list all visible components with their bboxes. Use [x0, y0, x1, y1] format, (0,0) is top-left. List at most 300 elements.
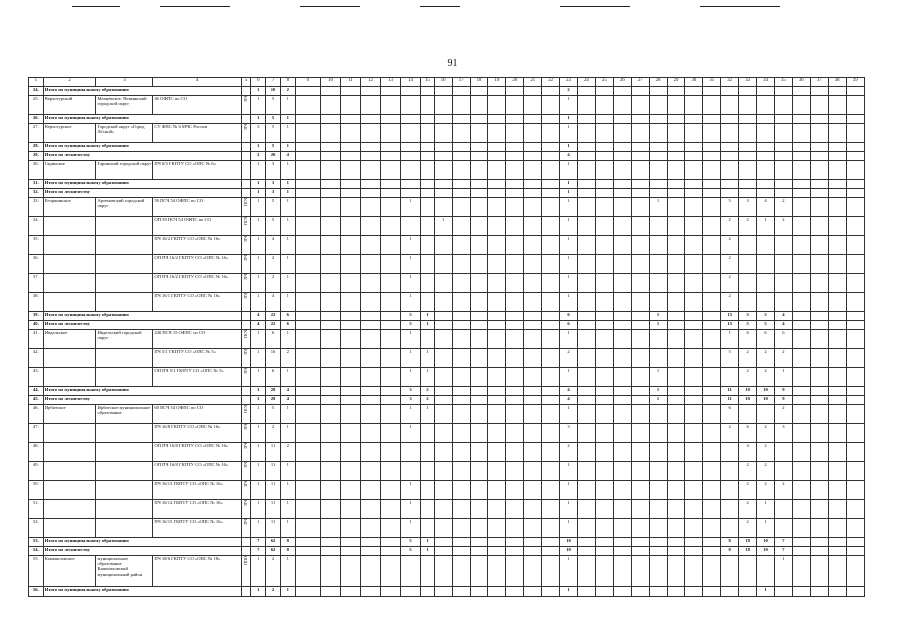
empty-cell	[320, 481, 340, 500]
cell: 3	[266, 180, 281, 189]
cell: 1	[421, 368, 435, 387]
empty-cell	[757, 152, 775, 161]
empty-cell	[452, 217, 470, 236]
cell: 11	[266, 519, 281, 538]
empty-cell	[524, 87, 542, 96]
empty-cell	[421, 587, 435, 597]
cell: 2	[739, 519, 757, 538]
cell	[241, 274, 250, 293]
empty-cell	[470, 124, 488, 143]
empty-cell	[506, 143, 524, 152]
empty-cell	[792, 124, 810, 143]
empty-cell	[360, 396, 380, 405]
empty-cell	[542, 424, 560, 443]
cell: 1	[251, 274, 266, 293]
empty-cell	[506, 180, 524, 189]
empty-cell	[792, 198, 810, 217]
cell	[43, 500, 96, 519]
cell: 3	[251, 396, 266, 405]
row-number: 56.	[29, 587, 44, 597]
empty-cell	[613, 519, 631, 538]
empty-cell	[381, 519, 401, 538]
cell: 1	[251, 330, 266, 349]
table-row	[29, 443, 865, 462]
empty-cell	[320, 189, 340, 198]
empty-cell	[631, 519, 649, 538]
cell: 1	[560, 115, 578, 124]
row-number: 41.	[29, 330, 44, 349]
empty-cell	[792, 274, 810, 293]
table-row	[29, 161, 865, 180]
cell: 1	[560, 274, 578, 293]
unit-type-label: ПСЧ	[242, 217, 248, 226]
empty-cell	[631, 387, 649, 396]
empty-cell	[320, 462, 340, 481]
empty-cell	[577, 274, 595, 293]
empty-cell	[631, 312, 649, 321]
empty-cell	[774, 236, 792, 255]
empty-cell	[685, 462, 703, 481]
summary-label: Итого по лесничеству	[43, 396, 241, 405]
empty-cell	[524, 143, 542, 152]
cell: 1	[401, 424, 421, 443]
empty-cell	[703, 180, 721, 189]
cell: 5	[401, 321, 421, 330]
empty-cell	[739, 143, 757, 152]
empty-cell	[452, 255, 470, 274]
empty-cell	[828, 405, 846, 424]
empty-cell	[613, 115, 631, 124]
empty-cell	[810, 368, 828, 387]
empty-cell	[421, 189, 435, 198]
empty-cell	[703, 189, 721, 198]
empty-cell	[613, 124, 631, 143]
empty-cell	[577, 547, 595, 556]
empty-cell	[577, 124, 595, 143]
empty-cell	[452, 87, 470, 96]
empty-cell	[340, 368, 360, 387]
cell: 1	[560, 405, 578, 424]
empty-cell	[470, 152, 488, 161]
empty-cell	[488, 321, 506, 330]
cell: 59 ПСЧ 54 ОФПС по СО	[153, 198, 242, 217]
empty-cell	[434, 405, 452, 424]
empty-cell	[381, 547, 401, 556]
cell: 2	[774, 198, 792, 217]
empty-cell	[595, 236, 613, 255]
empty-cell	[320, 87, 340, 96]
empty-cell	[524, 587, 542, 597]
empty-cell	[401, 180, 421, 189]
cell: 1	[401, 519, 421, 538]
cell	[43, 519, 96, 538]
table-row	[29, 321, 865, 330]
empty-cell	[295, 556, 320, 587]
empty-cell	[506, 538, 524, 547]
empty-cell	[452, 500, 470, 519]
empty-cell	[434, 274, 452, 293]
cell: 1	[757, 217, 775, 236]
empty-cell	[381, 255, 401, 274]
empty-cell	[774, 124, 792, 143]
cell: 8	[721, 547, 739, 556]
empty-cell	[649, 481, 667, 500]
empty-cell	[320, 547, 340, 556]
empty-cell	[667, 143, 685, 152]
empty-cell	[613, 87, 631, 96]
cell	[43, 274, 96, 293]
empty-cell	[774, 274, 792, 293]
cell: 1	[280, 587, 295, 597]
empty-cell	[631, 180, 649, 189]
empty-cell	[340, 500, 360, 519]
empty-cell	[595, 396, 613, 405]
empty-cell	[703, 236, 721, 255]
empty-cell	[667, 587, 685, 597]
empty-cell	[452, 96, 470, 115]
page-number: 91	[447, 58, 458, 69]
empty-cell	[360, 198, 380, 217]
empty-cell	[401, 189, 421, 198]
empty-cell	[703, 161, 721, 180]
empty-cell	[470, 143, 488, 152]
cell: 10	[560, 538, 578, 547]
table-row	[29, 312, 865, 321]
cell: 1	[251, 143, 266, 152]
empty-cell	[295, 387, 320, 396]
cell: 3	[251, 124, 266, 143]
cell: 2	[739, 481, 757, 500]
empty-cell	[667, 349, 685, 368]
empty-cell	[846, 161, 864, 180]
empty-cell	[828, 115, 846, 124]
empty-cell	[613, 500, 631, 519]
empty-cell	[685, 405, 703, 424]
column-number: 19	[488, 78, 506, 87]
empty-cell	[381, 443, 401, 462]
empty-cell	[360, 349, 380, 368]
cell	[241, 349, 250, 368]
empty-cell	[381, 115, 401, 124]
empty-cell	[360, 124, 380, 143]
empty-cell	[792, 152, 810, 161]
empty-cell	[421, 152, 435, 161]
empty-cell	[434, 519, 452, 538]
empty-cell	[434, 293, 452, 312]
cell: 1	[774, 368, 792, 387]
cell: 1	[251, 368, 266, 387]
column-number: 35	[774, 78, 792, 87]
empty-cell	[667, 152, 685, 161]
empty-cell	[631, 481, 649, 500]
cell	[241, 443, 250, 462]
empty-cell	[320, 217, 340, 236]
empty-cell	[631, 462, 649, 481]
empty-cell	[470, 500, 488, 519]
cell: 5	[266, 96, 281, 115]
empty-cell	[320, 538, 340, 547]
empty-cell	[810, 538, 828, 547]
row-number: 34.	[29, 217, 44, 236]
cell: ПЧ 16/8 ГКПТУ СО «ОПС № 16»	[153, 424, 242, 443]
empty-cell	[506, 387, 524, 396]
empty-cell	[595, 87, 613, 96]
cell: 2	[739, 349, 757, 368]
empty-cell	[542, 330, 560, 349]
empty-cell	[739, 124, 757, 143]
empty-cell	[649, 556, 667, 587]
empty-cell	[381, 96, 401, 115]
empty-cell	[631, 443, 649, 462]
cell: 1	[401, 274, 421, 293]
header-row	[29, 78, 865, 87]
empty-cell	[810, 443, 828, 462]
empty-cell	[488, 312, 506, 321]
cell: 3	[739, 198, 757, 217]
cell: Артемовский городской округ	[96, 198, 153, 217]
unit-type-label: ПЧ	[242, 443, 248, 449]
cell: 8	[280, 538, 295, 547]
empty-cell	[470, 387, 488, 396]
cell: 10	[757, 538, 775, 547]
unit-type-label: ПЧ	[242, 424, 248, 430]
empty-cell	[340, 293, 360, 312]
empty-cell	[452, 481, 470, 500]
row-number: 52.	[29, 519, 44, 538]
cell: 1	[560, 96, 578, 115]
empty-cell	[340, 180, 360, 189]
empty-cell	[320, 500, 340, 519]
cell	[241, 481, 250, 500]
empty-cell	[667, 500, 685, 519]
table-row	[29, 217, 865, 236]
unit-type-label: ПЧ	[242, 236, 248, 242]
empty-cell	[846, 124, 864, 143]
empty-cell	[595, 321, 613, 330]
empty-cell	[595, 330, 613, 349]
empty-cell	[774, 293, 792, 312]
empty-cell	[613, 405, 631, 424]
row-number: 31.	[29, 180, 44, 189]
empty-cell	[685, 255, 703, 274]
empty-cell	[631, 217, 649, 236]
cell: 1	[251, 87, 266, 96]
empty-cell	[792, 538, 810, 547]
unit-type-label: ПЧ	[242, 481, 248, 487]
cell: ПЧ 16/2 ГКПТУ СО «ОПС № 16»	[153, 236, 242, 255]
empty-cell	[703, 274, 721, 293]
cell: ОП ПЧ 16/8 ГКПТУ СО «ОПС № 16»	[153, 462, 242, 481]
empty-cell	[739, 189, 757, 198]
empty-cell	[721, 96, 739, 115]
cell: 4	[280, 387, 295, 396]
empty-cell	[452, 587, 470, 597]
empty-cell	[421, 274, 435, 293]
empty-cell	[96, 349, 153, 368]
empty-cell	[613, 189, 631, 198]
empty-cell	[295, 405, 320, 424]
row-number: 32.	[29, 189, 44, 198]
empty-cell	[595, 538, 613, 547]
cell: 2	[721, 236, 739, 255]
empty-cell	[577, 368, 595, 387]
empty-cell	[685, 330, 703, 349]
cell	[241, 217, 250, 236]
cell: 7	[774, 538, 792, 547]
empty-cell	[381, 330, 401, 349]
empty-cell	[488, 396, 506, 405]
empty-cell	[542, 198, 560, 217]
empty-cell	[846, 198, 864, 217]
empty-cell	[360, 274, 380, 293]
cell: 22	[266, 321, 281, 330]
cell: 1	[251, 217, 266, 236]
cell: 22	[266, 312, 281, 321]
cell: Махнёвское, Невьянский городской округ	[96, 96, 153, 115]
empty-cell	[524, 115, 542, 124]
cell: 5	[401, 312, 421, 321]
top-rule-4	[420, 6, 460, 7]
empty-cell	[320, 368, 340, 387]
cell: 18	[739, 538, 757, 547]
empty-cell	[524, 152, 542, 161]
empty-cell	[434, 443, 452, 462]
cell: 1	[401, 330, 421, 349]
column-number: 1	[29, 78, 44, 87]
empty-cell	[421, 255, 435, 274]
empty-cell	[792, 143, 810, 152]
table-row	[29, 519, 865, 538]
cell: 15	[721, 312, 739, 321]
empty-cell	[757, 236, 775, 255]
empty-cell	[470, 547, 488, 556]
empty-cell	[631, 349, 649, 368]
empty-cell	[320, 424, 340, 443]
empty-cell	[524, 462, 542, 481]
empty-cell	[524, 538, 542, 547]
empty-cell	[595, 255, 613, 274]
empty-cell	[360, 96, 380, 115]
empty-cell	[434, 236, 452, 255]
empty-cell	[613, 198, 631, 217]
empty-cell	[595, 481, 613, 500]
cell: 16	[266, 349, 281, 368]
empty-cell	[757, 556, 775, 587]
empty-cell	[595, 462, 613, 481]
empty-cell	[792, 189, 810, 198]
cell	[241, 462, 250, 481]
empty-cell	[739, 96, 757, 115]
empty-cell	[506, 217, 524, 236]
cell: 2	[774, 481, 792, 500]
empty-cell	[667, 115, 685, 124]
cell: 28	[266, 396, 281, 405]
empty-cell	[241, 538, 250, 547]
empty-cell	[613, 161, 631, 180]
cell: 2	[266, 274, 281, 293]
empty-cell	[649, 255, 667, 274]
cell: 2	[739, 500, 757, 519]
empty-cell	[452, 519, 470, 538]
empty-cell	[685, 87, 703, 96]
empty-cell	[542, 321, 560, 330]
empty-cell	[613, 481, 631, 500]
empty-cell	[846, 368, 864, 387]
table-row	[29, 481, 865, 500]
empty-cell	[434, 424, 452, 443]
empty-cell	[360, 87, 380, 96]
empty-cell	[340, 143, 360, 152]
empty-cell	[241, 180, 250, 189]
empty-cell	[542, 519, 560, 538]
empty-cell	[524, 124, 542, 143]
empty-cell	[360, 481, 380, 500]
cell: 1	[649, 387, 667, 396]
empty-cell	[667, 481, 685, 500]
empty-cell	[595, 405, 613, 424]
empty-cell	[524, 198, 542, 217]
top-rule-3	[300, 6, 360, 7]
empty-cell	[828, 538, 846, 547]
empty-cell	[524, 274, 542, 293]
empty-cell	[810, 462, 828, 481]
column-number: 14	[401, 78, 421, 87]
cell	[43, 349, 96, 368]
cell: 2	[266, 255, 281, 274]
empty-cell	[320, 143, 340, 152]
summary-label: Итого по муниципальному образованию	[43, 587, 241, 597]
row-number: 39.	[29, 312, 44, 321]
empty-cell	[792, 547, 810, 556]
empty-cell	[524, 330, 542, 349]
summary-label: Итого по лесничеству	[43, 547, 241, 556]
empty-cell	[295, 500, 320, 519]
cell: 1	[251, 424, 266, 443]
table-row	[29, 547, 865, 556]
cell: 1	[560, 180, 578, 189]
empty-cell	[488, 189, 506, 198]
cell: 4	[774, 321, 792, 330]
cell: 2	[739, 368, 757, 387]
empty-cell	[595, 424, 613, 443]
empty-cell	[792, 519, 810, 538]
empty-cell	[452, 556, 470, 587]
empty-cell	[685, 161, 703, 180]
empty-cell	[595, 198, 613, 217]
empty-cell	[421, 500, 435, 519]
empty-cell	[846, 481, 864, 500]
empty-cell	[810, 236, 828, 255]
empty-cell	[506, 443, 524, 462]
cell: ПЧ 6/3 ГКПТУ СО «ОПС № 6»	[153, 161, 242, 180]
cell: 6	[739, 424, 757, 443]
empty-cell	[774, 255, 792, 274]
row-number: 37.	[29, 274, 44, 293]
empty-cell	[524, 556, 542, 587]
empty-cell	[470, 368, 488, 387]
column-number: 39	[846, 78, 864, 87]
empty-cell	[649, 293, 667, 312]
cell: 1	[757, 519, 775, 538]
empty-cell	[506, 293, 524, 312]
empty-cell	[810, 87, 828, 96]
cell: 3	[774, 424, 792, 443]
empty-cell	[613, 587, 631, 597]
empty-cell	[846, 115, 864, 124]
empty-cell	[631, 274, 649, 293]
empty-cell	[613, 255, 631, 274]
table-row	[29, 462, 865, 481]
